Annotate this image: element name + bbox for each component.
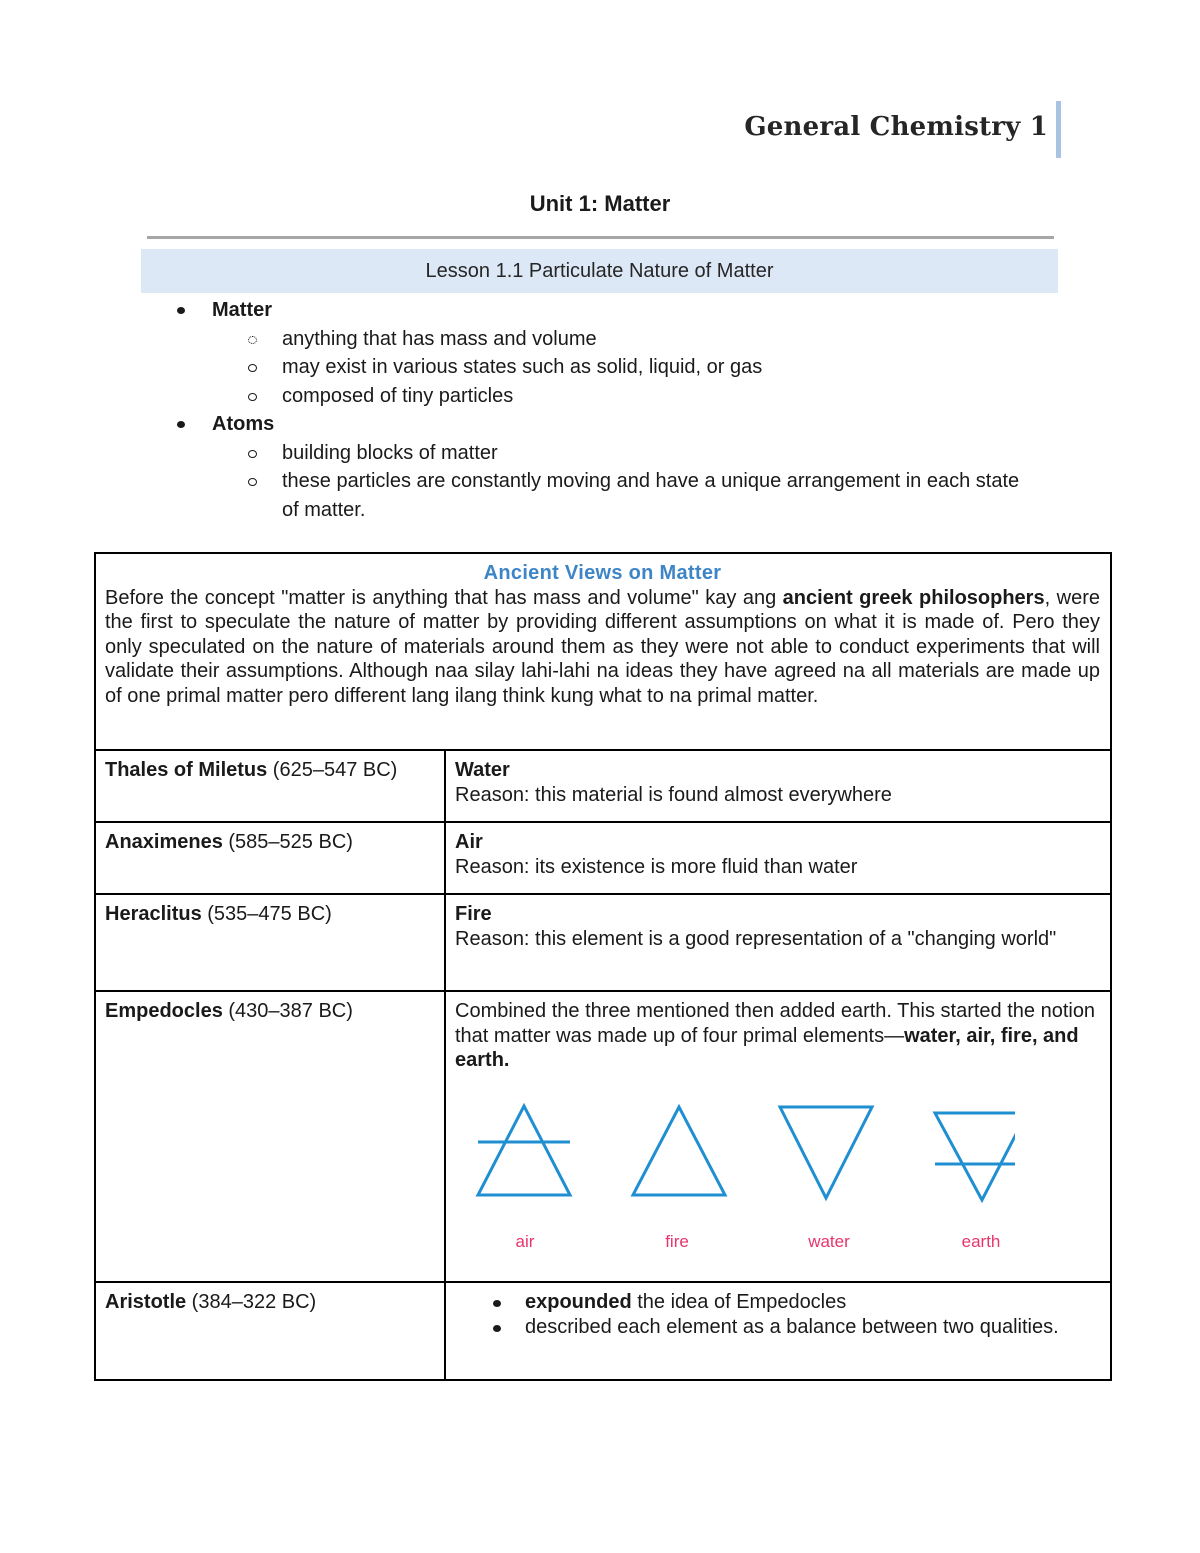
element-cell: Water Reason: this material is found almost everywhere [445,750,1111,822]
outline-item-atoms: Atoms [0,410,1200,439]
element-cell [445,991,1111,1282]
symbol-label-air: air [515,1231,535,1251]
intro-emphasis: ancient greek philosophers [782,586,1045,609]
water-symbol-icon [780,1107,872,1198]
outline-subitem: may exist in various states such as solid, liquid, or gas [0,353,1200,382]
earth-symbol-icon [935,1113,1015,1200]
document-header-title: General Chemistry 1 [744,112,1048,142]
outline-item-matter: Matter [0,296,1200,325]
element-cell: Air Reason: its existence is more fluid than water [445,822,1111,894]
outline-subitem: building blocks of matter [0,439,1200,468]
table-row [95,1282,1111,1380]
horizontal-divider [147,236,1054,239]
element-cell: Fire Reason: this element is a good representation of a "changing world" [445,894,1111,991]
empedocles-description: Combined the three mentioned then added earth. This started the notion that matter was made up of four primal elements—water, air, fire, and earth. [455,1000,1096,1071]
philosopher-cell: Anaximenes (585–525 BC) [95,822,445,894]
list-item: described each element as a balance between two qualities. [455,1315,1100,1340]
air-symbol-icon [478,1106,570,1195]
outline-subitem: these particles are constantly moving and have a unique arrangement in each state of matter. [0,467,1200,524]
philosopher-cell: Heraclitus (535–475 BC) [95,894,445,991]
element-cell [445,1282,1111,1380]
header-accent-bar [1056,101,1061,158]
symbol-label-fire: fire [665,1231,689,1251]
table-row [95,822,1111,894]
aristotle-points [455,1290,1100,1339]
lesson-outline [0,296,1200,524]
table-row [95,750,1111,822]
list-item: expounded the idea of Empedocles [455,1290,1100,1315]
philosopher-cell: Empedocles (430–387 BC) [95,991,445,1282]
symbol-label-earth: earth [961,1231,1001,1251]
element-symbols-figure [455,1101,1015,1271]
outline-subitem: anything that has mass and volume [0,325,1200,354]
table-row [95,991,1111,1282]
table-intro-row [95,553,1111,750]
fire-symbol-icon [633,1107,725,1195]
table-row [95,894,1111,991]
unit-title: Unit 1: Matter [529,191,671,216]
lesson-banner: Lesson 1.1 Particulate Nature of Matter [141,249,1058,293]
philosopher-cell: Thales of Miletus (625–547 BC) [95,750,445,822]
intro-cell [95,553,1111,750]
intro-paragraph: Before the concept "matter is anything that has mass and volume" kay ang ancient greek philosophers, were the first to speculate the nature of matter by providing different assumptions on what it is made of. Pero they only speculated on the nature of materials around them as they were not able to conduct experiments that will validate their assumptions. Although naa silay lahi-lahi na ideas they have agreed na all materials are made up of one primal matter pero different lang ilang think kung what to na primal matter. [105,586,1100,707]
outline-subitem: composed of tiny particles [0,382,1200,411]
section-title: Ancient Views on Matter [483,562,722,584]
philosopher-cell: Aristotle (384–322 BC) [95,1282,445,1380]
symbol-label-water: water [808,1231,850,1251]
ancient-views-table [94,552,1112,1381]
